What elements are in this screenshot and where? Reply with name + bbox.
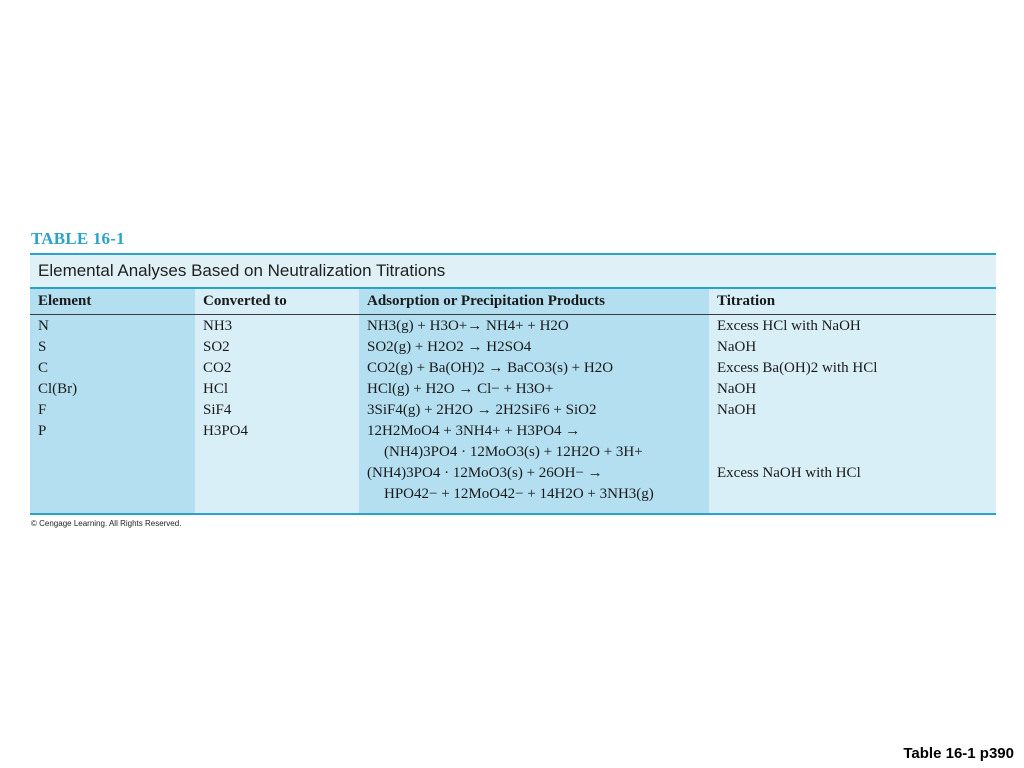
product-equation: CO2(g) + Ba(OH)2 → BaCO3(s) + H2O	[367, 360, 614, 376]
element-cell: Cl(Br)	[38, 381, 78, 397]
product-equation-continuation: HPO42− + 12MoO42− + 14H2O + 3NH3(g)	[384, 486, 654, 502]
element-cell: S	[38, 339, 47, 355]
header-products: Adsorption or Precipitation Products	[367, 293, 605, 309]
titration-cell: NaOH	[717, 339, 757, 355]
titration-cell: NaOH	[717, 402, 757, 418]
header-element: Element	[38, 293, 92, 309]
elemental-analyses-table	[30, 253, 996, 515]
product-equation: 3SiF4(g) + 2H2O → 2H2SiF6 + SiO2	[367, 402, 597, 418]
element-cell: N	[38, 318, 49, 334]
column-element	[30, 289, 195, 513]
titration-cell: Excess NaOH with HCl	[717, 465, 861, 481]
copyright-footnote: © Cengage Learning. All Rights Reserved.	[31, 519, 182, 528]
product-equation: 12H2MoO4 + 3NH4+ + H3PO4 →	[367, 423, 581, 439]
table-bottom-rule	[30, 513, 996, 515]
product-equation-continuation: (NH4)3PO4 · 12MoO3(s) + 12H2O + 3H+	[384, 444, 643, 460]
converted-to-cell: H3PO4	[203, 423, 249, 439]
element-cell: P	[38, 423, 47, 439]
table-number-label: TABLE 16-1	[31, 229, 125, 248]
converted-to-cell: CO2	[203, 360, 232, 376]
header-converted-to: Converted to	[203, 293, 287, 309]
converted-to-cell: SO2	[203, 339, 230, 355]
titration-cell: Excess HCl with NaOH	[717, 318, 861, 334]
slide-reference: Table 16-1 p390	[903, 745, 1014, 762]
product-equation: NH3(g) + H3O+→ NH4+ + H2O	[367, 318, 569, 334]
element-cell: C	[38, 360, 49, 376]
header-rule	[30, 314, 996, 315]
converted-to-cell: HCl	[203, 381, 229, 397]
element-cell: F	[38, 402, 47, 418]
titration-cell: NaOH	[717, 381, 757, 397]
converted-to-cell: NH3	[203, 318, 233, 334]
product-equation: (NH4)3PO4 · 12MoO3(s) + 26OH− →	[367, 465, 603, 481]
converted-to-cell: SiF4	[203, 402, 232, 418]
table-caption-band	[30, 255, 996, 289]
header-titration: Titration	[717, 293, 776, 309]
product-equation: HCl(g) + H2O → Cl− + H3O+	[367, 381, 554, 397]
product-equation: SO2(g) + H2O2 → H2SO4	[367, 339, 532, 355]
table-caption: Elemental Analyses Based on Neutralization Titrations	[38, 261, 446, 280]
titration-cell: Excess Ba(OH)2 with HCl	[717, 360, 878, 376]
